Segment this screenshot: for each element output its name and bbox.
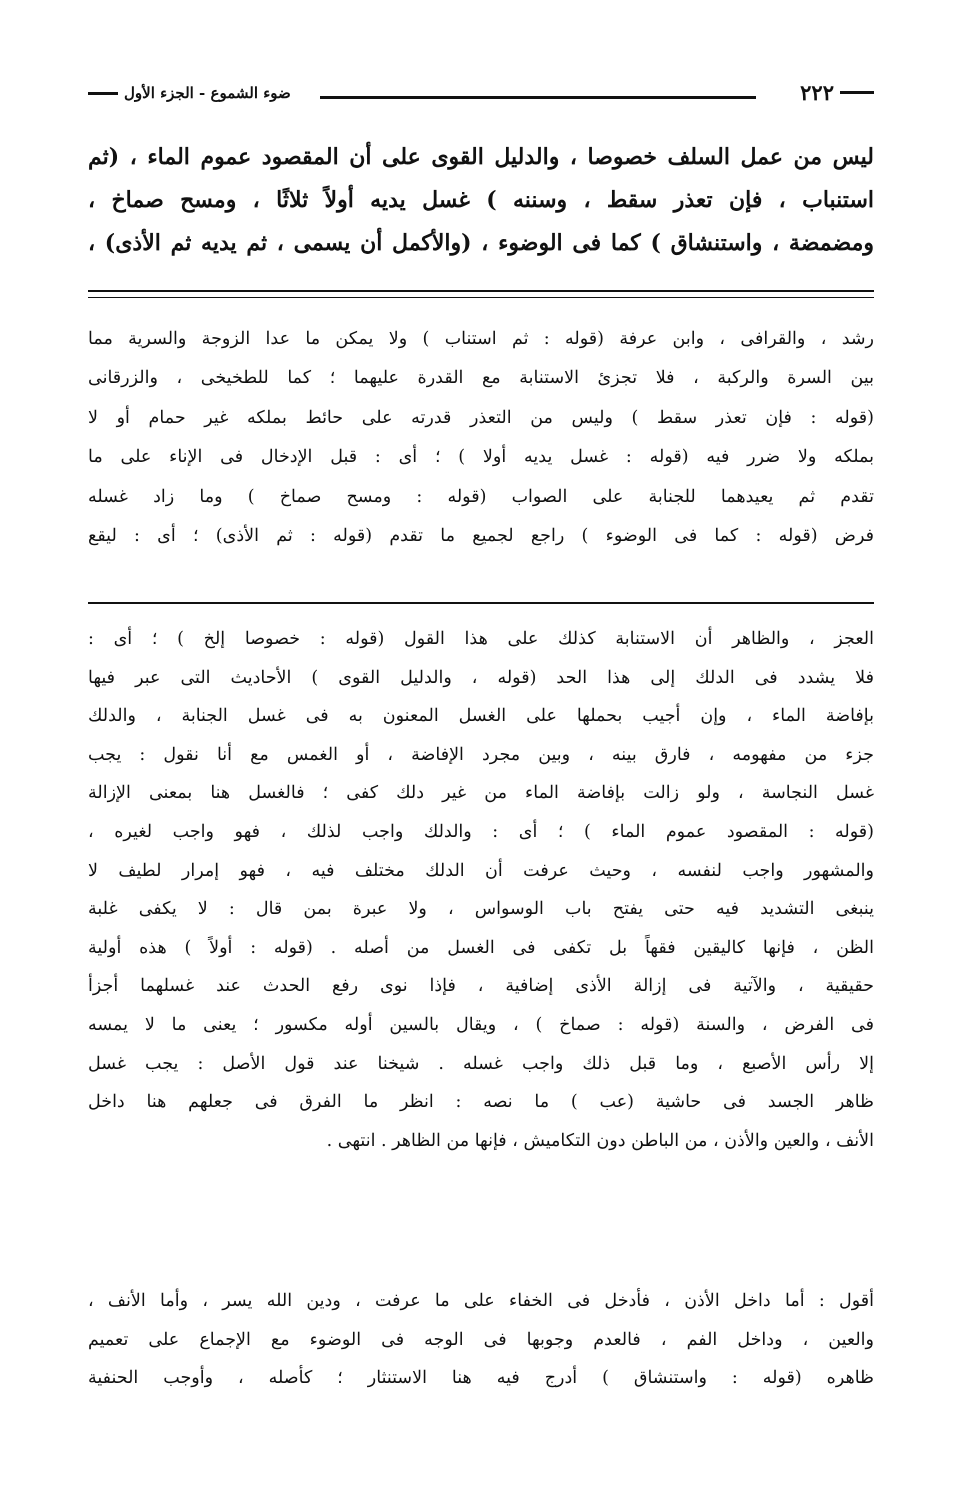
hashiya-line: إلا رأس الأصبع ، وما قبل ذلك واجب غسله . شيخنا عند قول الأصل : يجب غسل	[88, 1053, 874, 1074]
hashiya-line: والعين ، وداخل الفم ، فالعدم وجوبها فى الوجه فى الوضوء مع الإجماع على تعميم	[88, 1329, 874, 1350]
hashiya-line: فى الفرض ، والسنة (قوله : صماخ ) ، ويقال بالسين أوله مكسور ؛ يعنى ما لا يمسه	[88, 1014, 874, 1035]
hashiya-line: الظن ، فإنها كاليقين فقهاً بل تكفى فى الغسل من أصله . (قوله : أولاً ) هذه أولية	[88, 937, 874, 958]
header-left-group	[88, 84, 291, 102]
header-ornament-dash	[840, 91, 874, 94]
hashiya-line: ينبغى التشديد فيه حتى يفتح باب الوسواس ، ولا عبرة بمن قال : لا يكفى غلبة	[88, 899, 874, 920]
matn-line: ليس من عمل السلف خصوصا ، والدليل القوى على أن المقصود عموم الماء ، (ثم	[88, 144, 874, 170]
sharh-line: رشد ، والقرافى ، وابن عرفة (قوله : ثم استناب ) ولا يمكن ما عدا الزوجة والسرية مما	[88, 329, 874, 349]
running-title: ضوء الشموع - الجزء الأول	[124, 84, 291, 102]
hashiya-text	[88, 620, 874, 1160]
header-ornament-dash	[88, 92, 118, 95]
hashiya-line: فلا يشدد فى الدلك إلى هذا الحد (قوله ، والدليل القوى ) الأحاديث التى عبر فيها	[88, 667, 874, 688]
hashiya-line: جزء من مفهومه ، فارق بينه ، وبين مجرد الإفاضة ، أو الغمس مع أنا نقول : يجب	[88, 744, 874, 765]
sharh-line: تقدم ثم يعيدهما للجنابة على الصواب (قوله : ومسح صماخ ) وما زاد غسله	[88, 486, 874, 507]
header-right-group	[800, 80, 874, 105]
hashiya-line: الأنف ، والعين والأذن ، من الباطن دون التكاميش ، فإنها من الظاهر . انتهى .	[326, 1130, 874, 1151]
sharh-line: بملكه ولا ضرر فيه (قوله : غسل يديه أولا ) ؛ أى : قبل الإدخال فى الإناء على ما	[88, 447, 874, 468]
matn-line: استنباب ، فإن تعذر سقط ، وسننه ) غسل يديه أولاً ثلاثًا ، ومسح صماخ ،	[88, 187, 874, 213]
hashiya-line: أقول : أما داخل الأذن ، فأدخل فى الخفاء على ما عرفت ، ودين الله يسر ، وأما الأنف ،	[88, 1291, 874, 1311]
sharh-line: فرض (قوله : كما فى الوضوء ) راجع لجميع ما تقدم (قوله : ثم الأذى) ؛ أى : ليقع	[88, 526, 874, 547]
sharh-line: (قوله : فإن تعذر سقط ) وليس من التعذر قدرته على حائط بملكه غير حمام أو لا	[88, 407, 874, 428]
hashiya-line: العجز ، والظاهر أن الاستنابة كذلك على هذا القول (قوله : خصوصا إلخ ) ؛ أى :	[88, 629, 874, 649]
hashiya-line: ظاهره (قوله : واستنشاق ) أدرج فيه هنا الاستنثار ؛ كأصله ، وأوجب الحنفية	[88, 1368, 874, 1389]
hashiya-line: والمشهور واجب لنفسه ، وحيث عرفت أن الدلك مختلف فيه ، فهو إمرار لطيف لا	[88, 860, 874, 881]
sharh-line: بين السرة والركبة ، فلا تجزئ الاستنابة مع القدرة عليهما ؛ كما للطخيخى ، والزرقانى	[88, 368, 874, 389]
sharh-text	[88, 320, 874, 556]
matn-text	[88, 136, 874, 265]
matn-separator-bottom	[88, 297, 874, 298]
header-rule	[320, 96, 756, 99]
hashiya-line: ظاهر الجسد فى حاشية (عب ) ما نصه : انظر ما الفرق فى جعلهم هنا داخل	[88, 1092, 874, 1113]
matn-separator-top	[88, 290, 874, 292]
page-header	[88, 78, 874, 112]
sharh-separator	[88, 602, 874, 604]
hashiya-line: حقيقية ، والآتية فى إزالة الأذى إضافية ، فإذا نوى رفع الحدث عند غسلهما أجزأ	[88, 976, 874, 997]
hashiya-line: غسل النجاسة ، ولو زالت بإفاضة الماء من غير دلك كفى ؛ فالغسل هنا بمعنى الإزالة	[88, 783, 874, 804]
page-number: ٢٢٢	[800, 80, 834, 105]
hashiya-line: (قوله : المقصود عموم الماء ) ؛ أى : والدلك واجب لذلك ، فهو واجب لغيره ،	[88, 821, 874, 842]
hashiya-continuation	[88, 1282, 874, 1398]
hashiya-line: بإفاضة الماء ، وإن أجيب بحملها على الغسل المعنون به فى غسل الجنابة ، والدلك	[88, 706, 874, 727]
matn-line: ومضمضة ، واستنشاق ) كما فى الوضوء ، (والأكمل أن يسمى ، ثم يديه ثم الأذى) ،	[88, 230, 874, 256]
